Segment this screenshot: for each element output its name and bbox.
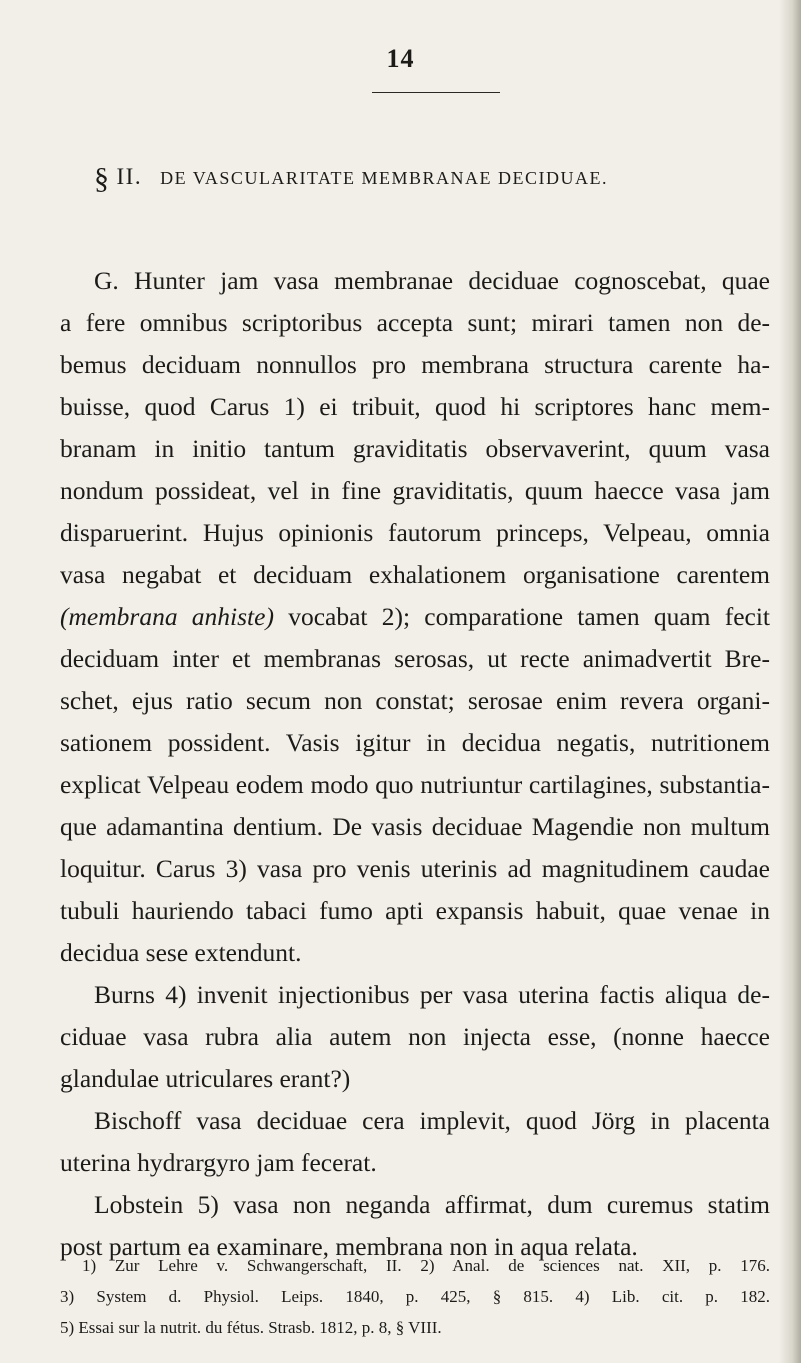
text-line: glandulae utriculares erant?) <box>60 1064 351 1093</box>
footnote-line: 1) Zur Lehre v. Schwangerschaft, II. 2) Anal. de sciences nat. XII, p. 176. <box>82 1256 770 1275</box>
section-title: DE VASCULARITATE MEMBRANAE DECIDUAE. <box>160 168 608 188</box>
section-number: II. <box>116 164 143 189</box>
text-line: bemus deciduam nonnullos pro membrana structura carente ha- <box>60 350 770 379</box>
text-line: deciduam inter et membranas serosas, ut recte animadvertit Bre- <box>60 644 770 673</box>
page-number: 14 <box>386 44 415 73</box>
footnote-line: 5) Essai sur la nutrit. du fétus. Strasb. 1812, p. 8, § VIII. <box>60 1318 442 1337</box>
text-line: post partum ea examinare, membrana non in aqua relata. <box>60 1232 638 1261</box>
text-line: disparuerint. Hujus opinionis fautorum princeps, Velpeau, omnia <box>60 518 770 547</box>
header-rule <box>372 92 500 93</box>
text-line: sationem possident. Vasis igitur in decidua negatis, nutritionem <box>60 728 770 757</box>
text-line: ciduae vasa rubra alia autem non injecta esse, (nonne haecce <box>60 1022 770 1051</box>
text-line: Bischoff vasa deciduae cera implevit, quod Jörg in placenta <box>94 1106 770 1135</box>
section-symbol: § <box>94 162 111 195</box>
text-line: que adamantina dentium. De vasis deciduae Magendie non multum <box>60 812 770 841</box>
footnote-line: 3) System d. Physiol. Leips. 1840, p. 425, § 815. 4) Lib. cit. p. 182. <box>60 1287 770 1306</box>
body-text <box>60 260 770 1268</box>
text-line: tubuli hauriendo tabaci fumo apti expansis habuit, quae venae in <box>60 896 770 925</box>
text-line: buisse, quod Carus 1) ei tribuit, quod hi scriptores hanc mem- <box>60 392 770 421</box>
text-line: Lobstein 5) vasa non neganda affirmat, dum curemus statim <box>94 1190 770 1219</box>
text-line: G. Hunter jam vasa membranae deciduae cognoscebat, quae <box>94 266 770 295</box>
text-line: explicat Velpeau eodem modo quo nutriuntur cartilagines, substantia- <box>60 770 770 799</box>
text-line: branam in initio tantum graviditatis observaverint, quum vasa <box>60 434 770 463</box>
page-edge-shadow <box>779 0 801 1363</box>
footnotes <box>60 1250 770 1343</box>
text-line: uterina hydrargyro jam fecerat. <box>60 1148 377 1177</box>
text-line: schet, ejus ratio secum non constat; serosae enim revera organi- <box>60 686 770 715</box>
text-line: Burns 4) invenit injectionibus per vasa uterina factis aliqua de- <box>94 980 770 1009</box>
italic-term: (membrana anhiste) <box>60 602 274 631</box>
text-line: loquitur. Carus 3) vasa pro venis uterinis ad magnitudinem caudae <box>60 854 770 883</box>
text-line: nondum possideat, vel in fine graviditatis, quum haecce vasa jam <box>60 476 770 505</box>
text-line: decidua sese extendunt. <box>60 938 302 967</box>
text-line: vasa negabat et deciduam exhalationem organisatione carentem <box>60 560 770 589</box>
text-line: a fere omnibus scriptoribus accepta sunt; mirari tamen non de- <box>60 308 770 337</box>
text-line-italic: (membrana anhiste) vocabat 2); comparatione tamen quam fecit <box>60 602 770 631</box>
section-heading <box>94 162 774 196</box>
